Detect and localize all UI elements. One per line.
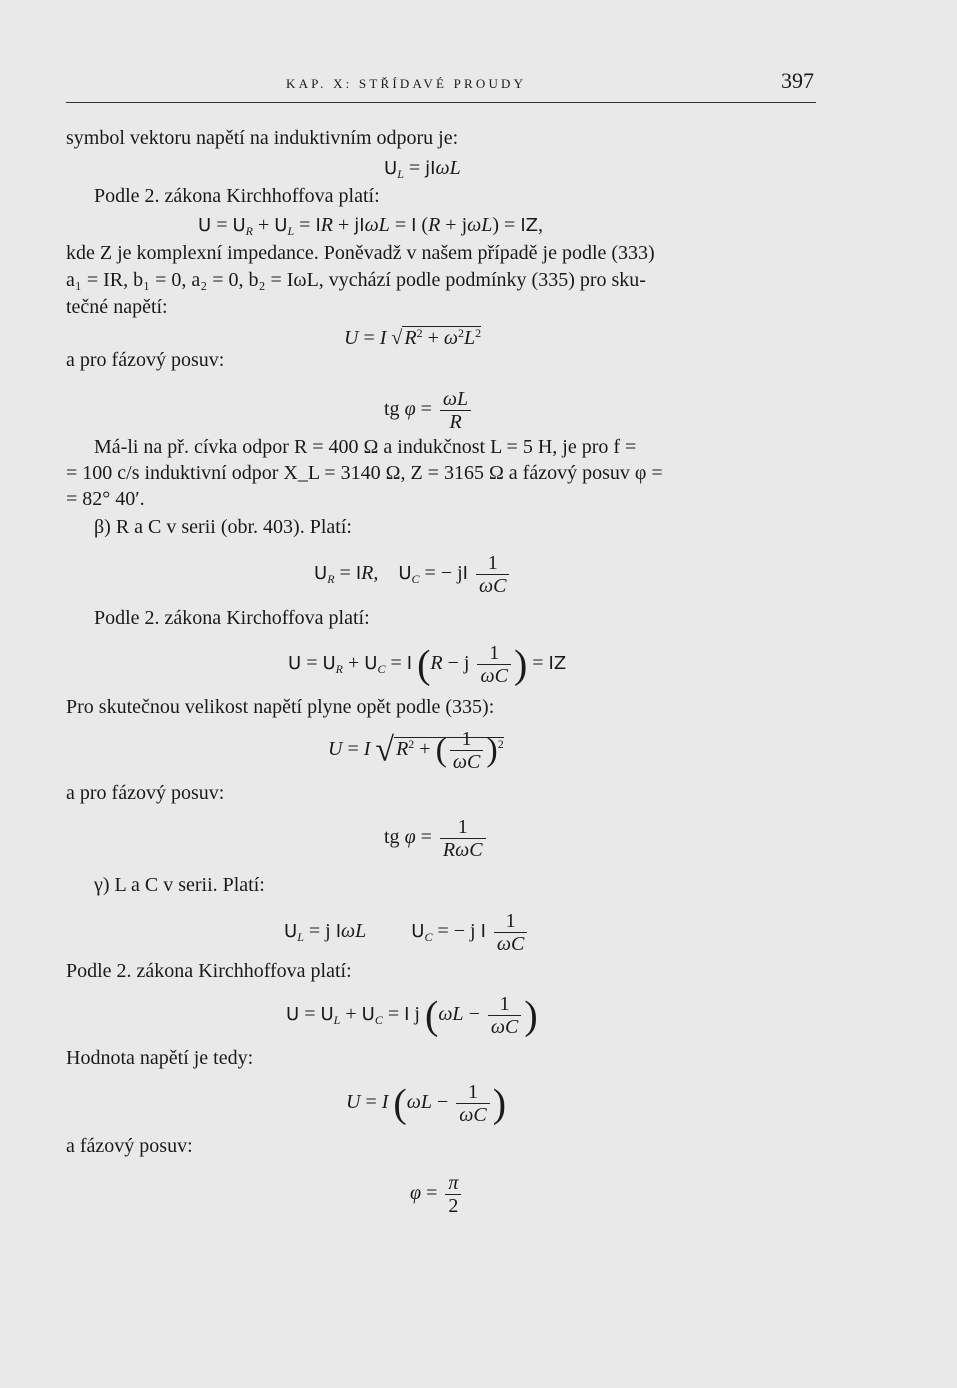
text-line: a pro fázový posuv: [66, 782, 225, 804]
equation-phase-lc: φ = $\frac{\pi}{2}$ [410, 1172, 464, 1217]
text-line: Podle 2. zákona Kirchhoffova platí: [94, 185, 380, 207]
text-line: a fázový posuv: [66, 1135, 193, 1157]
equation-kirchhoff-lc: $U = U_L + U_C = I$ j (ωL − $\frac{1}{\omega C}$ ) [286, 992, 538, 1038]
equation-ul: $U_L = jI\omega L$ [384, 157, 461, 181]
text-line: Podle 2. zákona Kirchoffova platí: [94, 607, 370, 629]
text-line: Pro skutečnou velikost napětí plyne opět podle (335): [66, 696, 495, 718]
equation-phase-rc: tg φ = $\frac{1}{\text{RωC}}$ [384, 816, 489, 861]
text-line: a₁ = IR, b₁ = 0, a₂ = 0, b₂ = IωL, vychází podle podmínky (335) pro sku- [66, 269, 646, 291]
text-line: kde Z je komplexní impedance. Poněvadž v našem případě je podle (333) [66, 242, 655, 264]
page-number: 397 [781, 68, 814, 93]
equation-phase-rl: tg φ = $\frac{\omega L}{R}$ [384, 388, 474, 433]
text-line: tečné napětí: [66, 296, 168, 318]
page-header [66, 68, 816, 103]
equation-lc-voltages: $U_L = j$ IωL $U_C$ = − j I $\frac{1}{\omega C}$ [284, 910, 530, 955]
equation-rc-voltages: $U_R$ = IR, $U_C$ = − jI $\frac{1}{\omega C}$ [314, 552, 512, 597]
equation-kirchhoff-rc: $U = U_R + U_C = I$ (R − j $\frac{1}{\omega C}$ ) = IZ [288, 641, 567, 687]
equation-magnitude-rc: U = I √ $R^2$ + ( $\frac{1}{\omega C}$ )$^2$ [328, 728, 504, 773]
text-line: a pro fázový posuv: [66, 349, 225, 371]
text-line: = 100 c/s induktivní odpor X_L = 3140 Ω, Z = 3165 Ω a fázový posuv φ = [66, 462, 663, 484]
equation-magnitude-rl: U = I √ $R^2 + \omega^2L^2$ [344, 326, 482, 349]
text-line: γ) L a C v serii. Platí: [94, 874, 265, 896]
text-line: Podle 2. zákona Kirchhoffova platí: [66, 960, 352, 982]
text-line: Má-li na př. cívka odpor R = 400 Ω a indukčnost L = 5 H, je pro f = [94, 436, 637, 458]
text-line: = 82° 40′. [66, 488, 145, 510]
text-line: symbol vektoru napětí na induktivním odporu je: [66, 127, 459, 149]
equation-magnitude-lc: U = I (ωL − $\frac{1}{\omega C}$ ) [346, 1080, 507, 1126]
text-line: Hodnota napětí je tedy: [66, 1047, 254, 1069]
running-title: KAP. X: STŘÍDAVÉ PROUDY [286, 76, 527, 91]
equation-kirchhoff-rl: $U = U_R + U_L$ = IR + jIωL = I (R + jωL) = IZ, [198, 214, 543, 238]
text-line: β) R a C v serii (obr. 403). Platí: [94, 516, 352, 538]
